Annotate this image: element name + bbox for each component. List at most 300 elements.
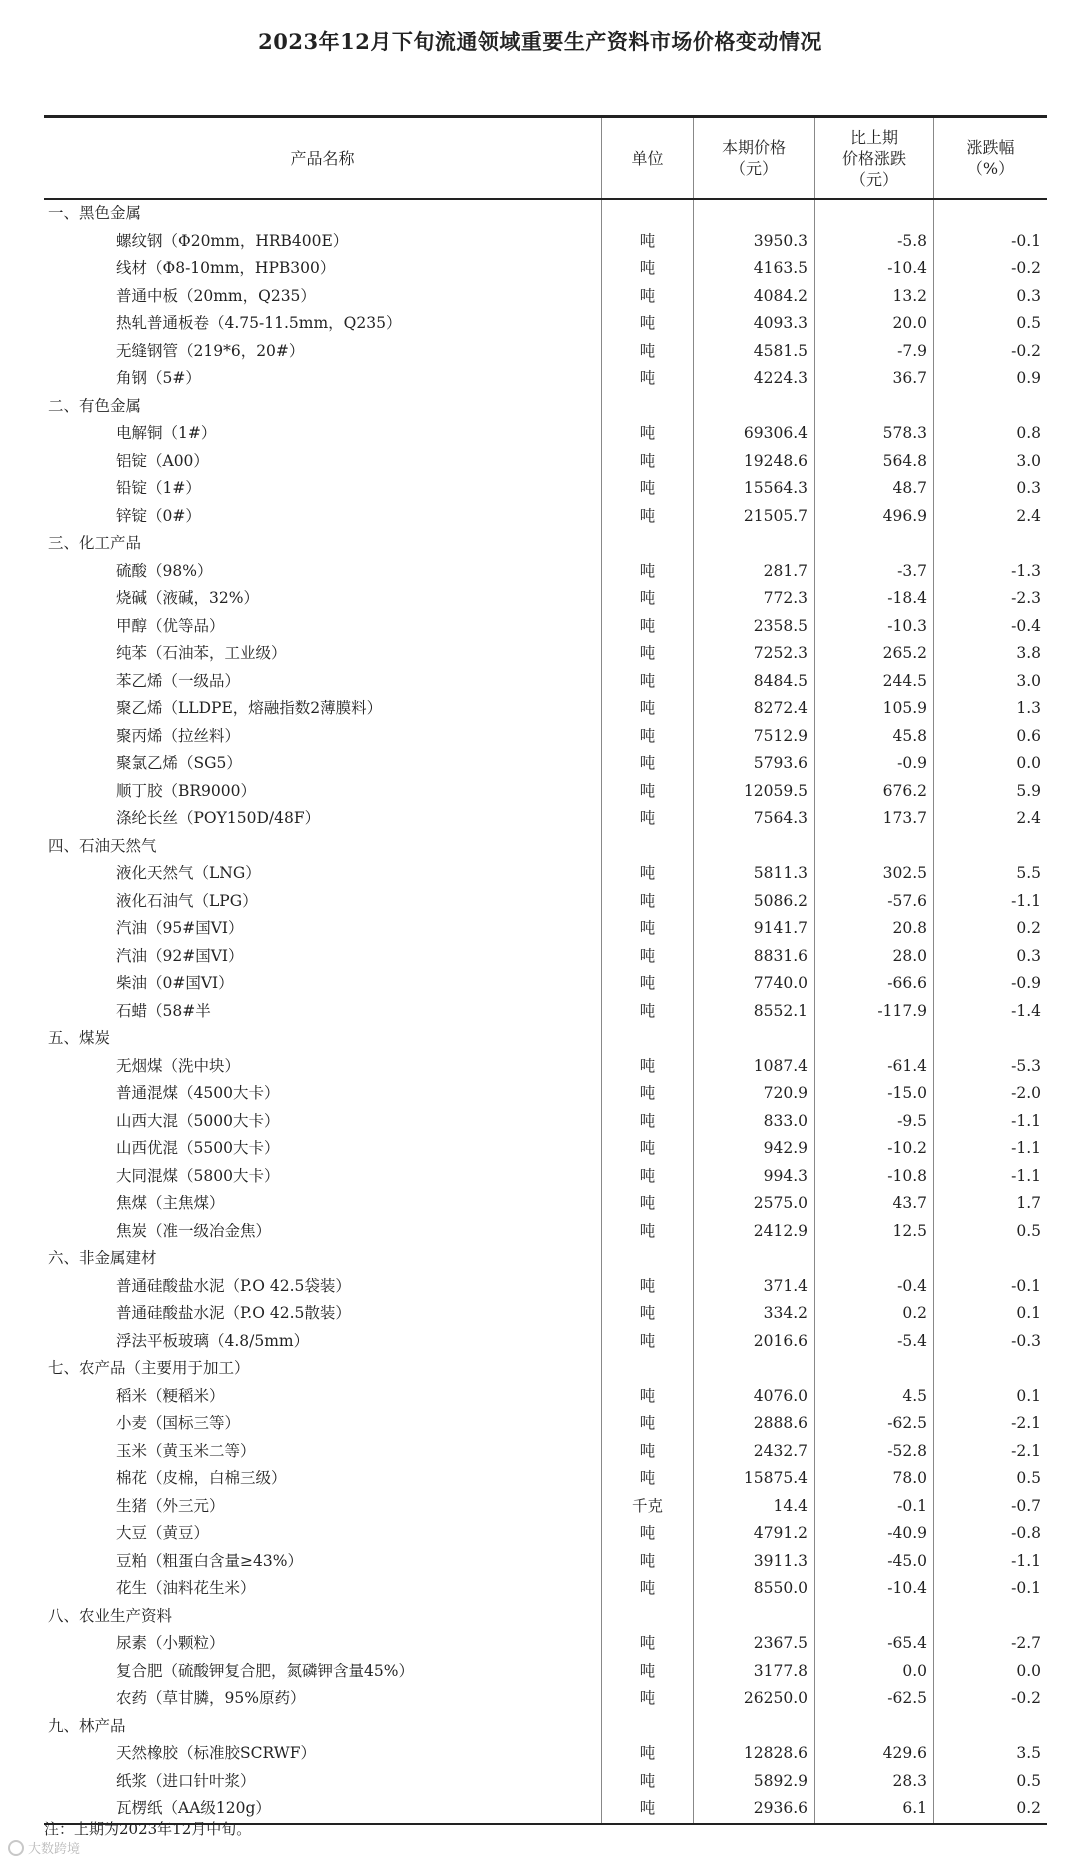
change-cell: 12.5 xyxy=(815,1218,934,1246)
table-row xyxy=(44,805,1047,833)
unit-cell xyxy=(602,530,694,558)
section-label: 七、农产品（主要用于加工） xyxy=(44,1355,602,1383)
pct-cell: 0.9 xyxy=(1016,369,1041,387)
change-cell xyxy=(815,833,934,861)
section-row xyxy=(44,1355,1047,1383)
price-cell: 2888.6 xyxy=(694,1410,815,1438)
footnote: 注：上期为2023年12月中旬。 xyxy=(44,1820,252,1838)
change-cell xyxy=(815,1713,934,1741)
table-row xyxy=(44,228,1047,256)
pct-cell: 0.3 xyxy=(1016,286,1041,305)
change-cell xyxy=(815,200,934,228)
unit-cell: 吨 xyxy=(602,365,694,393)
product-name: 瓦楞纸（AA级120g） xyxy=(44,1795,602,1823)
price-cell: 8831.6 xyxy=(694,943,815,971)
table-row xyxy=(44,1575,1047,1603)
product-name: 纯苯（石油苯，工业级） xyxy=(44,640,602,668)
unit-cell: 吨 xyxy=(602,1135,694,1163)
price-cell: 9141.7 xyxy=(694,915,815,943)
pct-cell: 3.0 xyxy=(1016,671,1041,690)
pct-cell: 0.6 xyxy=(1016,726,1041,745)
product-name: 普通硅酸盐水泥（P.O 42.5散装） xyxy=(44,1300,602,1328)
pct-cell: 0.2 xyxy=(1016,919,1041,937)
pct-cell: 1.3 xyxy=(1016,699,1041,717)
product-name: 玉米（黄玉米二等） xyxy=(44,1438,602,1466)
product-name: 豆粕（粗蛋白含量≥43%） xyxy=(44,1548,602,1576)
price-cell: 19248.6 xyxy=(694,448,815,476)
table-row xyxy=(44,338,1047,366)
price-cell: 8552.1 xyxy=(694,998,815,1026)
pct-cell: -2.1 xyxy=(1011,1414,1041,1432)
price-cell: 8484.5 xyxy=(694,668,815,696)
price-cell: 12059.5 xyxy=(694,778,815,806)
pct-cell: -0.2 xyxy=(1011,259,1041,277)
price-cell: 12828.6 xyxy=(694,1740,815,1768)
product-name: 无缝钢管（219*6，20#） xyxy=(44,338,602,366)
watermark-logo-icon xyxy=(8,1840,24,1856)
table-row xyxy=(44,585,1047,613)
change-cell: -5.8 xyxy=(815,228,934,256)
unit-cell: 吨 xyxy=(602,338,694,366)
table-row xyxy=(44,888,1047,916)
table-row xyxy=(44,1190,1047,1218)
product-name: 线材（Φ8-10mm，HPB300） xyxy=(44,255,602,283)
product-name: 无烟煤（洗中块） xyxy=(44,1053,602,1081)
product-name: 聚丙烯（拉丝料） xyxy=(44,723,602,751)
price-cell: 7512.9 xyxy=(694,723,815,751)
price-cell: 4093.3 xyxy=(694,310,815,338)
price-cell xyxy=(694,1245,815,1273)
unit-cell: 吨 xyxy=(602,503,694,531)
change-cell: -0.4 xyxy=(815,1273,934,1301)
change-cell: 28.3 xyxy=(815,1768,934,1796)
change-cell: 0.2 xyxy=(815,1300,934,1328)
product-name: 涤纶长丝（POY150D/48F） xyxy=(44,805,602,833)
unit-cell: 吨 xyxy=(602,1768,694,1796)
unit-cell: 吨 xyxy=(602,1630,694,1658)
pct-cell: 0.5 xyxy=(1016,1221,1041,1240)
change-cell: 173.7 xyxy=(815,805,934,833)
unit-cell: 吨 xyxy=(602,1795,694,1823)
table-row xyxy=(44,1438,1047,1466)
price-cell: 8272.4 xyxy=(694,695,815,723)
price-cell: 7252.3 xyxy=(694,640,815,668)
unit-cell: 吨 xyxy=(602,1190,694,1218)
pct-cell: 0.1 xyxy=(1016,1304,1041,1322)
change-cell xyxy=(815,393,934,421)
table-row xyxy=(44,1410,1047,1438)
change-cell: -10.3 xyxy=(815,613,934,641)
product-name: 铝锭（A00） xyxy=(44,448,602,476)
price-cell: 281.7 xyxy=(694,558,815,586)
product-name: 山西大混（5000大卡） xyxy=(44,1108,602,1136)
change-cell: 0.0 xyxy=(815,1658,934,1686)
unit-cell: 吨 xyxy=(602,1273,694,1301)
pct-cell: -1.1 xyxy=(1011,1166,1041,1185)
change-cell: -10.4 xyxy=(815,255,934,283)
unit-cell: 吨 xyxy=(602,750,694,778)
table-row xyxy=(44,640,1047,668)
price-cell: 5892.9 xyxy=(694,1768,815,1796)
pct-cell: -0.2 xyxy=(1011,1689,1041,1707)
table-row xyxy=(44,1493,1047,1521)
price-cell: 2367.5 xyxy=(694,1630,815,1658)
unit-cell: 吨 xyxy=(602,283,694,311)
price-cell xyxy=(694,530,815,558)
change-cell: 244.5 xyxy=(815,668,934,696)
table-row xyxy=(44,1053,1047,1081)
unit-cell: 吨 xyxy=(602,805,694,833)
unit-cell xyxy=(602,393,694,421)
table-row xyxy=(44,1768,1047,1796)
change-cell: -61.4 xyxy=(815,1053,934,1081)
pct-cell: 1.7 xyxy=(1016,1194,1041,1212)
price-cell: 4084.2 xyxy=(694,283,815,311)
table-row xyxy=(44,943,1047,971)
change-cell: 564.8 xyxy=(815,448,934,476)
product-name: 普通中板（20mm，Q235） xyxy=(44,283,602,311)
pct-cell xyxy=(934,1355,1047,1383)
unit-cell: 吨 xyxy=(602,1383,694,1411)
pct-cell: -1.1 xyxy=(1011,1551,1041,1570)
pct-cell: -0.1 xyxy=(1011,1579,1041,1597)
table-row xyxy=(44,283,1047,311)
change-cell: 43.7 xyxy=(815,1190,934,1218)
table-row xyxy=(44,723,1047,751)
pct-cell: 0.1 xyxy=(1016,1386,1041,1405)
unit-cell: 吨 xyxy=(602,255,694,283)
change-cell: 265.2 xyxy=(815,640,934,668)
unit-cell: 吨 xyxy=(602,640,694,668)
product-name: 聚氯乙烯（SG5） xyxy=(44,750,602,778)
unit-cell: 吨 xyxy=(602,1108,694,1136)
section-row xyxy=(44,393,1047,421)
unit-cell: 吨 xyxy=(602,310,694,338)
table-row xyxy=(44,1163,1047,1191)
price-cell: 4581.5 xyxy=(694,338,815,366)
section-label: 三、化工产品 xyxy=(44,530,602,558)
section-label: 六、非金属建材 xyxy=(44,1245,602,1273)
price-cell: 772.3 xyxy=(694,585,815,613)
pct-cell: -1.3 xyxy=(1011,561,1041,580)
pct-cell: 2.4 xyxy=(1016,809,1041,827)
table-row xyxy=(44,420,1047,448)
pct-cell: -0.2 xyxy=(1011,341,1041,360)
product-name: 柴油（0#国VI） xyxy=(44,970,602,998)
pct-cell: 0.0 xyxy=(1016,754,1041,772)
section-label: 四、石油天然气 xyxy=(44,833,602,861)
change-cell: 78.0 xyxy=(815,1465,934,1493)
price-cell: 15564.3 xyxy=(694,475,815,503)
change-cell: -45.0 xyxy=(815,1548,934,1576)
product-name: 普通硅酸盐水泥（P.O 42.5袋装） xyxy=(44,1273,602,1301)
change-cell: -10.4 xyxy=(815,1575,934,1603)
table-row xyxy=(44,310,1047,338)
table-row xyxy=(44,558,1047,586)
unit-cell: 吨 xyxy=(602,1300,694,1328)
table-row xyxy=(44,778,1047,806)
product-name: 尿素（小颗粒） xyxy=(44,1630,602,1658)
change-cell xyxy=(815,1603,934,1631)
change-cell: 48.7 xyxy=(815,475,934,503)
price-cell: 69306.4 xyxy=(694,420,815,448)
change-cell: -9.5 xyxy=(815,1108,934,1136)
section-row xyxy=(44,1713,1047,1741)
price-cell: 720.9 xyxy=(694,1080,815,1108)
unit-cell: 吨 xyxy=(602,1163,694,1191)
change-cell: -0.9 xyxy=(815,750,934,778)
product-name: 甲醇（优等品） xyxy=(44,613,602,641)
product-name: 花生（油料花生米） xyxy=(44,1575,602,1603)
unit-cell: 吨 xyxy=(602,420,694,448)
product-name: 汽油（95#国VI） xyxy=(44,915,602,943)
product-name: 液化石油气（LPG） xyxy=(44,888,602,916)
price-table xyxy=(44,115,1047,1825)
header-name: 产品名称 xyxy=(44,118,602,198)
price-cell: 371.4 xyxy=(694,1273,815,1301)
product-name: 烧碱（液碱，32%） xyxy=(44,585,602,613)
price-cell xyxy=(694,1603,815,1631)
unit-cell xyxy=(602,1025,694,1053)
product-name: 苯乙烯（一级品） xyxy=(44,668,602,696)
pct-cell: 0.5 xyxy=(1016,1771,1041,1790)
price-cell: 21505.7 xyxy=(694,503,815,531)
pct-cell: -0.7 xyxy=(1011,1496,1041,1515)
change-cell xyxy=(815,1025,934,1053)
price-cell: 942.9 xyxy=(694,1135,815,1163)
pct-cell: 5.5 xyxy=(1016,864,1041,882)
pct-cell: -1.1 xyxy=(1011,1111,1041,1130)
table-row xyxy=(44,613,1047,641)
price-cell: 8550.0 xyxy=(694,1575,815,1603)
pct-cell xyxy=(934,200,1047,228)
change-cell: 13.2 xyxy=(815,283,934,311)
price-cell: 2575.0 xyxy=(694,1190,815,1218)
price-cell: 3177.8 xyxy=(694,1658,815,1686)
price-cell: 5086.2 xyxy=(694,888,815,916)
pct-cell: -0.1 xyxy=(1011,231,1041,250)
price-cell: 2016.6 xyxy=(694,1328,815,1356)
product-name: 大同混煤（5800大卡） xyxy=(44,1163,602,1191)
change-cell xyxy=(815,1355,934,1383)
pct-cell xyxy=(934,1025,1047,1053)
change-cell: -3.7 xyxy=(815,558,934,586)
table-row xyxy=(44,365,1047,393)
unit-cell xyxy=(602,1355,694,1383)
price-cell: 7740.0 xyxy=(694,970,815,998)
table-row xyxy=(44,448,1047,476)
table-row xyxy=(44,915,1047,943)
product-name: 山西优混（5500大卡） xyxy=(44,1135,602,1163)
product-name: 汽油（92#国VI） xyxy=(44,943,602,971)
unit-cell: 吨 xyxy=(602,1080,694,1108)
product-name: 焦炭（准一级冶金焦） xyxy=(44,1218,602,1246)
price-cell: 3911.3 xyxy=(694,1548,815,1576)
product-name: 铅锭（1#） xyxy=(44,475,602,503)
unit-cell xyxy=(602,200,694,228)
table-row xyxy=(44,1383,1047,1411)
price-cell xyxy=(694,393,815,421)
price-cell: 994.3 xyxy=(694,1163,815,1191)
unit-cell xyxy=(602,833,694,861)
unit-cell: 吨 xyxy=(602,448,694,476)
change-cell xyxy=(815,530,934,558)
price-cell: 4076.0 xyxy=(694,1383,815,1411)
table-row xyxy=(44,1080,1047,1108)
change-cell: 36.7 xyxy=(815,365,934,393)
change-cell: -62.5 xyxy=(815,1685,934,1713)
change-cell: 28.0 xyxy=(815,943,934,971)
change-cell: -5.4 xyxy=(815,1328,934,1356)
unit-cell: 吨 xyxy=(602,558,694,586)
unit-cell xyxy=(602,1603,694,1631)
pct-cell: 0.5 xyxy=(1016,1469,1041,1487)
pct-cell: -0.9 xyxy=(1011,974,1041,992)
price-cell: 7564.3 xyxy=(694,805,815,833)
change-cell: 676.2 xyxy=(815,778,934,806)
change-cell: -10.2 xyxy=(815,1135,934,1163)
section-label: 一、黑色金属 xyxy=(44,200,602,228)
change-cell: 6.1 xyxy=(815,1795,934,1823)
price-cell: 4224.3 xyxy=(694,365,815,393)
price-cell: 2432.7 xyxy=(694,1438,815,1466)
pct-cell: 3.0 xyxy=(1016,451,1041,470)
unit-cell: 吨 xyxy=(602,943,694,971)
product-name: 浮法平板玻璃（4.8/5mm） xyxy=(44,1328,602,1356)
pct-cell: 0.8 xyxy=(1016,424,1041,442)
table-row xyxy=(44,1630,1047,1658)
unit-cell: 吨 xyxy=(602,668,694,696)
unit-cell: 吨 xyxy=(602,613,694,641)
section-row xyxy=(44,1245,1047,1273)
table-row xyxy=(44,1328,1047,1356)
unit-cell: 吨 xyxy=(602,1520,694,1548)
table-row xyxy=(44,695,1047,723)
product-name: 小麦（国标三等） xyxy=(44,1410,602,1438)
pct-cell: 0.0 xyxy=(1016,1661,1041,1680)
product-name: 大豆（黄豆） xyxy=(44,1520,602,1548)
pct-cell xyxy=(934,1603,1047,1631)
section-row xyxy=(44,1025,1047,1053)
pct-cell: -2.7 xyxy=(1011,1634,1041,1652)
unit-cell: 吨 xyxy=(602,585,694,613)
change-cell: -18.4 xyxy=(815,585,934,613)
watermark-text: 大数跨境 xyxy=(28,1842,81,1857)
price-cell: 14.4 xyxy=(694,1493,815,1521)
pct-cell: -2.1 xyxy=(1011,1441,1041,1460)
pct-cell: -0.3 xyxy=(1011,1331,1041,1350)
product-name: 螺纹钢（Φ20mm，HRB400E） xyxy=(44,228,602,256)
product-name: 稻米（粳稻米） xyxy=(44,1383,602,1411)
unit-cell: 吨 xyxy=(602,228,694,256)
pct-cell: 0.5 xyxy=(1016,314,1041,332)
pct-cell: -0.8 xyxy=(1011,1524,1041,1542)
change-cell: -62.5 xyxy=(815,1410,934,1438)
price-cell xyxy=(694,200,815,228)
price-cell xyxy=(694,1355,815,1383)
change-cell: 496.9 xyxy=(815,503,934,531)
product-name: 热轧普通板卷（4.75-11.5mm，Q235） xyxy=(44,310,602,338)
product-name: 锌锭（0#） xyxy=(44,503,602,531)
unit-cell: 吨 xyxy=(602,915,694,943)
table-row xyxy=(44,1108,1047,1136)
change-cell: -66.6 xyxy=(815,970,934,998)
header-change: 比上期 价格涨跌 （元） xyxy=(815,118,934,198)
unit-cell xyxy=(602,1713,694,1741)
table-row xyxy=(44,1218,1047,1246)
table-row xyxy=(44,1740,1047,1768)
product-name: 电解铜（1#） xyxy=(44,420,602,448)
price-cell: 15875.4 xyxy=(694,1465,815,1493)
table-row xyxy=(44,1520,1047,1548)
unit-cell: 吨 xyxy=(602,1438,694,1466)
product-name: 农药（草甘膦，95%原药） xyxy=(44,1685,602,1713)
pct-cell: 0.3 xyxy=(1016,946,1041,965)
product-name: 普通混煤（4500大卡） xyxy=(44,1080,602,1108)
product-name: 生猪（外三元） xyxy=(44,1493,602,1521)
section-label: 五、煤炭 xyxy=(44,1025,602,1053)
price-cell xyxy=(694,1025,815,1053)
table-row xyxy=(44,1685,1047,1713)
table-row xyxy=(44,970,1047,998)
unit-cell: 吨 xyxy=(602,1053,694,1081)
pct-cell xyxy=(934,1713,1047,1741)
table-row xyxy=(44,1658,1047,1686)
change-cell: -10.8 xyxy=(815,1163,934,1191)
unit-cell xyxy=(602,1245,694,1273)
unit-cell: 吨 xyxy=(602,860,694,888)
change-cell: 20.8 xyxy=(815,915,934,943)
table-row xyxy=(44,668,1047,696)
change-cell: 20.0 xyxy=(815,310,934,338)
table-row xyxy=(44,998,1047,1026)
price-cell: 26250.0 xyxy=(694,1685,815,1713)
product-name: 顺丁胶（BR9000） xyxy=(44,778,602,806)
change-cell: 45.8 xyxy=(815,723,934,751)
watermark xyxy=(8,1838,80,1857)
product-name: 棉花（皮棉，白棉三级） xyxy=(44,1465,602,1493)
change-cell: 302.5 xyxy=(815,860,934,888)
unit-cell: 吨 xyxy=(602,1575,694,1603)
unit-cell: 吨 xyxy=(602,1685,694,1713)
section-row xyxy=(44,833,1047,861)
price-cell: 5811.3 xyxy=(694,860,815,888)
change-cell: 105.9 xyxy=(815,695,934,723)
change-cell: -117.9 xyxy=(815,998,934,1026)
unit-cell: 吨 xyxy=(602,998,694,1026)
pct-cell xyxy=(934,393,1047,421)
header-price: 本期价格 （元） xyxy=(694,118,815,198)
product-name: 硫酸（98%） xyxy=(44,558,602,586)
section-row xyxy=(44,200,1047,228)
header-pct: 涨跌幅 （%） xyxy=(966,138,1015,178)
pct-cell: 5.9 xyxy=(1016,781,1041,800)
price-cell: 5793.6 xyxy=(694,750,815,778)
unit-cell: 吨 xyxy=(602,1548,694,1576)
pct-cell: 3.8 xyxy=(1016,644,1041,662)
product-name: 角钢（5#） xyxy=(44,365,602,393)
price-cell: 2412.9 xyxy=(694,1218,815,1246)
unit-cell: 吨 xyxy=(602,1410,694,1438)
table-row xyxy=(44,1300,1047,1328)
change-cell: -52.8 xyxy=(815,1438,934,1466)
unit-cell: 吨 xyxy=(602,1328,694,1356)
product-name: 焦煤（主焦煤） xyxy=(44,1190,602,1218)
table-row xyxy=(44,1273,1047,1301)
unit-cell: 吨 xyxy=(602,1740,694,1768)
product-name: 聚乙烯（LLDPE，熔融指数2薄膜料） xyxy=(44,695,602,723)
section-label: 二、有色金属 xyxy=(44,393,602,421)
